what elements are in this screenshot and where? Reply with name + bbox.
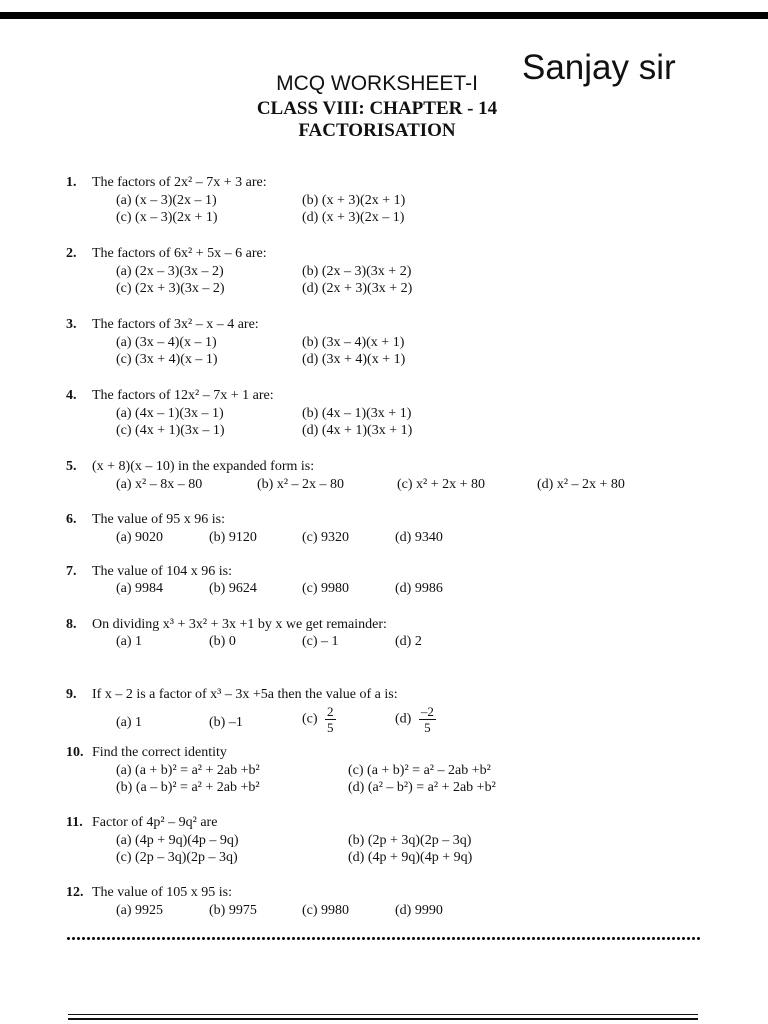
top-rule	[0, 12, 768, 19]
option-c: (c) $\frac{2}{5}$	[302, 704, 334, 735]
option-a: (a) x² – 8x – 80	[116, 477, 203, 492]
option-a: (a) (4p + 9q)(4p – 9q)	[116, 833, 239, 848]
option-d: (d) (3x + 4)(x + 1)	[302, 352, 406, 367]
option-d: (d) (4x + 1)(3x + 1)	[302, 423, 413, 438]
question-3: 3. The factors of 3x² – x – 4 are:	[66, 317, 259, 332]
option-d: (d) 9986	[395, 581, 443, 596]
worksheet-title: MCQ WORKSHEET-I	[276, 72, 478, 95]
question-12: 12. The value of 105 x 95 is:	[66, 885, 232, 900]
option-a: (a) (4x – 1)(3x – 1)	[116, 406, 224, 421]
option-a: (a) (3x – 4)(x – 1)	[116, 335, 217, 350]
option-c: (c) (4x + 1)(3x – 1)	[116, 423, 225, 438]
question-6: 6. The value of 95 x 96 is:	[66, 512, 225, 527]
option-b: (b) –1	[209, 715, 243, 730]
option-b: (b) x² – 2x – 80	[257, 477, 345, 492]
question-5: 5. (x + 8)(x – 10) in the expanded form is:	[66, 459, 315, 474]
option-b: (b) 9975	[209, 903, 257, 918]
author-name: Sanjay sir	[522, 48, 676, 87]
option-a: (a) (a + b)² = a² + 2ab +b²	[116, 763, 260, 778]
question-2: 2. The factors of 6x² + 5x – 6 are:	[66, 246, 267, 261]
option-c: (c) (2x + 3)(3x – 2)	[116, 281, 225, 296]
option-c: (c) 9980	[302, 903, 350, 918]
option-b: (b) (3x – 4)(x + 1)	[302, 335, 405, 350]
question-7: 7. The value of 104 x 96 is:	[66, 564, 232, 579]
fraction-two-fifths: $\frac{2}{5}$	[327, 704, 334, 735]
question-11: 11. Factor of 4p² – 9q² are	[66, 815, 218, 830]
option-d: (d) (a² – b²) = a² + 2ab +b²	[348, 780, 496, 795]
topic-heading: FACTORISATION	[298, 120, 456, 141]
option-c: (c) 9980	[302, 581, 350, 596]
option-a: (a) 9020	[116, 530, 164, 545]
option-d: (d) (2x + 3)(3x + 2)	[302, 281, 413, 296]
option-d: (d) x² – 2x + 80	[537, 477, 625, 492]
option-b: (b) 0	[209, 634, 236, 649]
dotted-separator	[66, 936, 700, 941]
question-10: 10. Find the correct identity	[66, 745, 227, 760]
option-c: (c) (a + b)² = a² – 2ab +b²	[348, 763, 491, 778]
option-c: (c) (2p – 3q)(2p – 3q)	[116, 850, 238, 865]
option-a: (a) 9925	[116, 903, 164, 918]
option-c: (c) x² + 2x + 80	[397, 477, 486, 492]
option-b: (b) (x + 3)(2x + 1)	[302, 193, 406, 208]
fraction-minus-two-fifths: $\frac{-2}{5}$	[420, 704, 434, 735]
option-c: (c) (x – 3)(2x + 1)	[116, 210, 218, 225]
option-d: (d) $\frac{-2}{5}$	[395, 704, 434, 735]
option-a: (a) 1	[116, 715, 143, 730]
question-9: 9. If x – 2 is a factor of x³ – 3x +5a then the value of a is:	[66, 687, 398, 702]
bottom-rule	[68, 1018, 698, 1020]
option-b: (b) (2p + 3q)(2p – 3q)	[348, 833, 472, 848]
option-d: (d) (4p + 9q)(4p + 9q)	[348, 850, 473, 865]
option-b: (b) 9120	[209, 530, 257, 545]
option-d: (d) 9340	[395, 530, 443, 545]
option-b: (b) (a – b)² = a² + 2ab +b²	[116, 780, 260, 795]
option-a: (a) 9984	[116, 581, 164, 596]
option-a: (a) 1	[116, 634, 143, 649]
option-b: (b) 9624	[209, 581, 257, 596]
question-4: 4. The factors of 12x² – 7x + 1 are:	[66, 388, 274, 403]
option-b: (b) (4x – 1)(3x + 1)	[302, 406, 412, 421]
option-c: (c) (3x + 4)(x – 1)	[116, 352, 218, 367]
question-8: 8. On dividing x³ + 3x² + 3x +1 by x we get remainder:	[66, 617, 387, 632]
option-c: (c) – 1	[302, 634, 339, 649]
question-1: 1. The factors of 2x² – 7x + 3 are:	[66, 175, 267, 190]
bottom-rule	[68, 1014, 698, 1015]
option-c: (c) 9320	[302, 530, 350, 545]
option-d: (d) 9990	[395, 903, 443, 918]
option-d: (d) (x + 3)(2x – 1)	[302, 210, 405, 225]
option-b: (b) (2x – 3)(3x + 2)	[302, 264, 412, 279]
class-chapter-heading: CLASS VIII: CHAPTER - 14	[256, 98, 498, 119]
option-a: (a) (2x – 3)(3x – 2)	[116, 264, 224, 279]
option-d: (d) 2	[395, 634, 422, 649]
option-a: (a) (x – 3)(2x – 1)	[116, 193, 217, 208]
